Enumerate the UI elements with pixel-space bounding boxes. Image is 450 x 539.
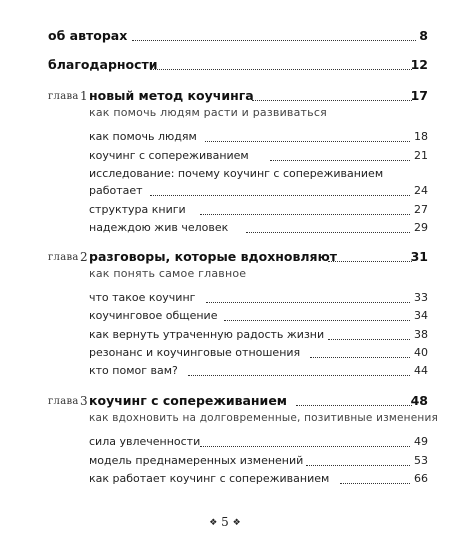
page-number: 24 <box>414 184 428 197</box>
page-number: 49 <box>414 435 428 448</box>
dot-leader <box>150 195 410 196</box>
entry-title: надеждою жив человек <box>89 221 229 234</box>
ornament-icon: ❖ <box>209 518 218 528</box>
toc-entry-acknowledgements[interactable] <box>0 56 450 76</box>
entry-title: об авторах <box>48 28 128 43</box>
chapter-number: 1 <box>80 89 88 103</box>
chapter-subtitle <box>0 265 450 285</box>
toc-entry[interactable] <box>0 165 450 201</box>
entry-title: как помочь людям <box>89 130 197 143</box>
entry-title: что такое коучинг <box>89 291 196 304</box>
chapter-title: коучинг с сопереживанием <box>89 393 288 408</box>
toc-entry[interactable] <box>0 219 450 239</box>
dot-leader <box>310 357 410 358</box>
chapter-label: глава <box>48 396 79 407</box>
dot-leader <box>246 232 410 233</box>
chapter-number: 2 <box>80 250 88 264</box>
page-number: 34 <box>414 309 428 322</box>
entry-title: как вернуть утраченную радость жизни <box>89 328 325 341</box>
entry-title: коучинговое общение <box>89 309 218 322</box>
chapter-subtitle <box>0 104 450 124</box>
page-number: 66 <box>414 472 428 485</box>
dot-leader <box>206 302 410 303</box>
chapter-title: разговоры, которые вдохновляют <box>89 249 337 264</box>
toc-entry[interactable] <box>0 326 450 346</box>
entry-title: резонанс и коучинговые отношения <box>89 346 301 359</box>
dot-leader <box>200 214 410 215</box>
page-number: 27 <box>414 203 428 216</box>
dot-leader <box>188 375 410 376</box>
subtitle-text: как понять самое главное <box>89 267 247 280</box>
footer-page-number: 5 <box>221 515 229 529</box>
entry-title: структура книги <box>89 203 186 216</box>
toc-entry[interactable] <box>0 433 450 453</box>
page-number: 17 <box>410 88 428 103</box>
page-number: 53 <box>414 454 428 467</box>
page-number: 48 <box>410 393 428 408</box>
subtitle-text: как помочь людям расти и развиваться <box>89 106 327 119</box>
toc-entry[interactable] <box>0 452 450 472</box>
dot-leader <box>224 320 410 321</box>
page-number: 40 <box>414 346 428 359</box>
page-number: 8 <box>419 28 428 43</box>
dot-leader <box>132 40 416 41</box>
chapter-title: новый метод коучинга <box>89 88 254 103</box>
dot-leader <box>252 100 412 101</box>
chapter-subtitle <box>0 409 450 429</box>
page-number: 33 <box>414 291 428 304</box>
page-number: 44 <box>414 364 428 377</box>
page-number: 31 <box>410 249 428 264</box>
page-number: 12 <box>410 57 428 72</box>
dot-leader <box>205 141 410 142</box>
entry-title: исследование: почему коучинг с сопереживанием <box>89 167 384 180</box>
ornament-icon: ❖ <box>232 518 241 528</box>
toc-entry[interactable] <box>0 362 450 382</box>
page-number: 18 <box>414 130 428 143</box>
chapter-label: глава <box>48 91 79 102</box>
entry-title: как работает коучинг с сопереживанием <box>89 472 330 485</box>
toc-entry-about-authors[interactable] <box>0 27 450 47</box>
entry-title: благодарности <box>48 57 158 72</box>
chapter-number: 3 <box>80 394 88 408</box>
toc-entry[interactable] <box>0 128 450 148</box>
dot-leader <box>150 69 412 70</box>
toc-entry[interactable] <box>0 147 450 167</box>
dot-leader <box>270 160 410 161</box>
chapter-label: глава <box>48 252 79 263</box>
toc-entry[interactable] <box>0 289 450 309</box>
toc-entry[interactable] <box>0 470 450 490</box>
toc-entry[interactable] <box>0 344 450 364</box>
page-number: 38 <box>414 328 428 341</box>
subtitle-text: как вдохновить на долговременные, позитивные изменения <box>89 412 439 424</box>
page-number: 29 <box>414 221 428 234</box>
toc-entry[interactable] <box>0 201 450 221</box>
entry-title: коучинг с сопереживанием <box>89 149 249 162</box>
dot-leader <box>340 483 410 484</box>
dot-leader <box>306 465 410 466</box>
page-number-footer <box>0 515 450 529</box>
entry-title: сила увлеченности <box>89 435 201 448</box>
entry-title-continued: работает <box>89 184 143 197</box>
dot-leader <box>328 261 412 262</box>
entry-title: модель преднамеренных изменений <box>89 454 304 467</box>
dot-leader <box>296 405 412 406</box>
entry-title: кто помог вам? <box>89 364 178 377</box>
dot-leader <box>200 446 410 447</box>
page-number: 21 <box>414 149 428 162</box>
dot-leader <box>328 339 410 340</box>
toc-entry[interactable] <box>0 307 450 327</box>
